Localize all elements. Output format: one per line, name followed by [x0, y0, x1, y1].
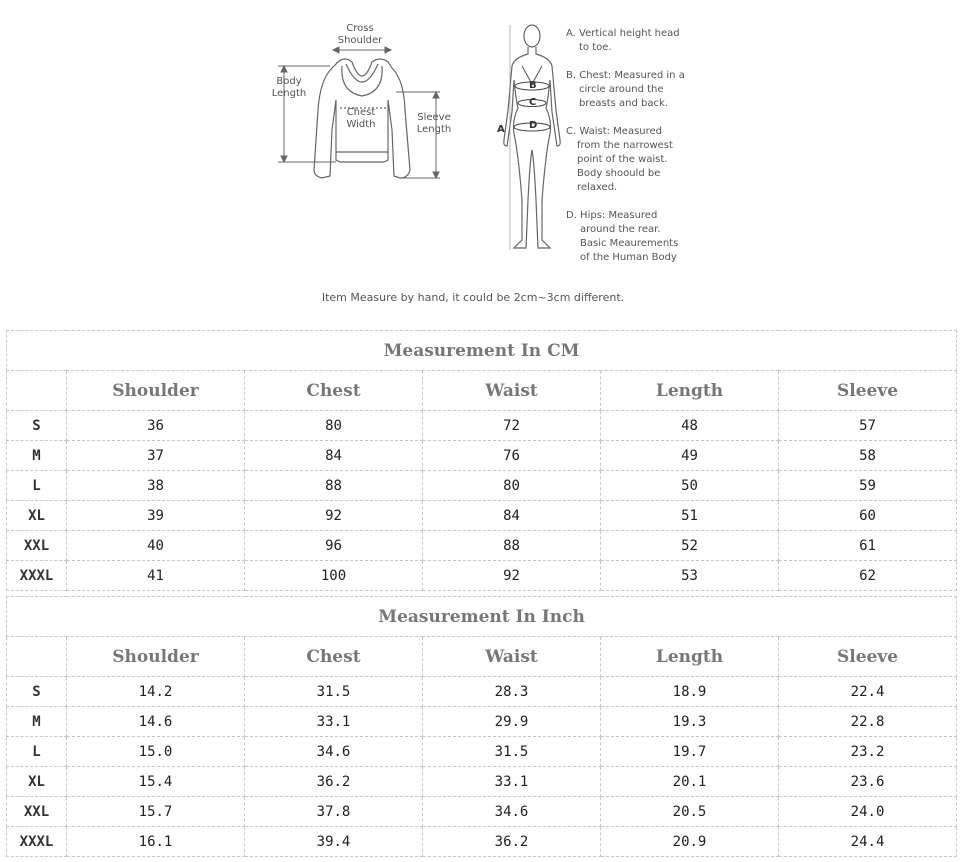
value-cell: 100: [245, 561, 423, 591]
value-cell: 14.6: [67, 707, 245, 737]
size-cell: M: [7, 707, 67, 737]
table-row: [7, 531, 957, 561]
table-body: [7, 677, 957, 857]
value-cell: 80: [245, 411, 423, 441]
table-row: [7, 767, 957, 797]
value-cell: 38: [67, 471, 245, 501]
chest-width-label: [338, 107, 384, 131]
column-header: Shoulder: [67, 371, 245, 411]
value-cell: 72: [423, 411, 601, 441]
value-cell: 24.4: [779, 827, 957, 857]
size-cell: XXXL: [7, 561, 67, 591]
note-a: [566, 27, 696, 55]
body-measure-lines: [510, 25, 550, 250]
value-cell: 20.1: [601, 767, 779, 797]
diagram-drawing: [0, 0, 962, 290]
value-cell: 15.0: [67, 737, 245, 767]
note-line: relaxed.: [577, 182, 618, 193]
note-line: around the rear.: [580, 224, 661, 235]
size-cell: S: [7, 677, 67, 707]
sleeve-length-label: [410, 112, 458, 136]
value-cell: 19.7: [601, 737, 779, 767]
value-cell: 39: [67, 501, 245, 531]
value-cell: 40: [67, 531, 245, 561]
label-line: Cross: [346, 23, 374, 34]
size-cell: L: [7, 737, 67, 767]
letter-a: A: [497, 124, 505, 135]
size-cell: S: [7, 411, 67, 441]
note-line: Body shoould be: [577, 168, 661, 179]
value-cell: 15.7: [67, 797, 245, 827]
note-line: Basic Meaurements: [580, 238, 679, 249]
value-cell: 15.4: [67, 767, 245, 797]
value-cell: 22.8: [779, 707, 957, 737]
value-cell: 33.1: [245, 707, 423, 737]
size-cell: XL: [7, 767, 67, 797]
value-cell: 33.1: [423, 767, 601, 797]
value-cell: 37: [67, 441, 245, 471]
table-row: [7, 561, 957, 591]
value-cell: 92: [245, 501, 423, 531]
value-cell: 53: [601, 561, 779, 591]
value-cell: 88: [245, 471, 423, 501]
value-cell: 88: [423, 531, 601, 561]
value-cell: 23.6: [779, 767, 957, 797]
column-header: Sleeve: [779, 637, 957, 677]
note-line: B. Chest: Measured in a: [566, 70, 685, 81]
value-cell: 18.9: [601, 677, 779, 707]
size-cell: L: [7, 471, 67, 501]
column-header: Chest: [245, 371, 423, 411]
value-cell: 37.8: [245, 797, 423, 827]
value-cell: 28.3: [423, 677, 601, 707]
letter-c: C: [529, 97, 537, 108]
label-line: Shoulder: [337, 35, 383, 46]
note-c: [566, 125, 696, 195]
column-header: Length: [601, 371, 779, 411]
value-cell: 80: [423, 471, 601, 501]
value-cell: 58: [779, 441, 957, 471]
note-line: to toe.: [579, 42, 612, 53]
column-header: Length: [601, 637, 779, 677]
value-cell: 29.9: [423, 707, 601, 737]
note-line: circle around the: [579, 84, 664, 95]
size-table-cm: [6, 330, 957, 591]
column-header: Sleeve: [779, 371, 957, 411]
table-row: [7, 501, 957, 531]
value-cell: 92: [423, 561, 601, 591]
value-cell: 84: [245, 441, 423, 471]
value-cell: 24.0: [779, 797, 957, 827]
value-cell: 34.6: [423, 797, 601, 827]
label-line: Length: [416, 124, 452, 135]
value-cell: 76: [423, 441, 601, 471]
value-cell: 14.2: [67, 677, 245, 707]
table-row: [7, 827, 957, 857]
table-title: Measurement In CM: [7, 331, 957, 371]
column-header: Chest: [245, 637, 423, 677]
note-line: C. Waist: Measured: [566, 126, 663, 137]
column-header: Waist: [423, 371, 601, 411]
value-cell: 57: [779, 411, 957, 441]
letter-d: D: [529, 120, 538, 131]
value-cell: 84: [423, 501, 601, 531]
table-header-row: [7, 371, 957, 411]
table-row: [7, 441, 957, 471]
note-line: from the narrowest: [577, 140, 673, 151]
size-cell: XL: [7, 501, 67, 531]
value-cell: 60: [779, 501, 957, 531]
size-table-inch: [6, 596, 957, 857]
table-row: [7, 707, 957, 737]
measure-disclaimer: Item Measure by hand, it could be 2cm~3cm different.: [321, 291, 625, 304]
table-body: [7, 411, 957, 591]
value-cell: 50: [601, 471, 779, 501]
note-line: A. Vertical height head: [566, 28, 680, 39]
label-line: Length: [271, 88, 307, 99]
value-cell: 48: [601, 411, 779, 441]
value-cell: 59: [779, 471, 957, 501]
column-header: Shoulder: [67, 637, 245, 677]
value-cell: 23.2: [779, 737, 957, 767]
value-cell: 52: [601, 531, 779, 561]
column-header: [7, 637, 67, 677]
note-b: [566, 69, 696, 111]
value-cell: 41: [67, 561, 245, 591]
value-cell: 49: [601, 441, 779, 471]
table-row: [7, 677, 957, 707]
value-cell: 51: [601, 501, 779, 531]
table-row: [7, 797, 957, 827]
size-cell: XXXL: [7, 827, 67, 857]
value-cell: 62: [779, 561, 957, 591]
column-header: Waist: [423, 637, 601, 677]
value-cell: 20.5: [601, 797, 779, 827]
table-row: [7, 737, 957, 767]
value-cell: 22.4: [779, 677, 957, 707]
value-cell: 36.2: [245, 767, 423, 797]
body-figure-icon: [504, 25, 560, 248]
cross-shoulder-label: [330, 23, 390, 47]
table-title: Measurement In Inch: [7, 597, 957, 637]
note-d: [566, 209, 696, 265]
note-line: point of the waist.: [577, 154, 668, 165]
value-cell: 20.9: [601, 827, 779, 857]
label-line: Body: [276, 76, 302, 87]
note-line: of the Human Body: [580, 252, 677, 263]
value-cell: 36: [67, 411, 245, 441]
table-row: [7, 471, 957, 501]
label-line: Width: [346, 119, 376, 130]
size-cell: XXL: [7, 531, 67, 561]
value-cell: 96: [245, 531, 423, 561]
value-cell: 61: [779, 531, 957, 561]
table-row: [7, 411, 957, 441]
value-cell: 16.1: [67, 827, 245, 857]
letter-b: B: [529, 80, 537, 91]
note-line: D. Hips: Measured: [566, 210, 658, 221]
label-line: Chest: [346, 107, 376, 118]
value-cell: 31.5: [423, 737, 601, 767]
body-length-label: [266, 76, 312, 100]
value-cell: 39.4: [245, 827, 423, 857]
label-line: Sleeve: [417, 112, 451, 123]
value-cell: 19.3: [601, 707, 779, 737]
table-header-row: [7, 637, 957, 677]
measurement-diagram: [0, 0, 962, 320]
size-cell: XXL: [7, 797, 67, 827]
column-header: [7, 371, 67, 411]
value-cell: 31.5: [245, 677, 423, 707]
note-line: breasts and back.: [579, 98, 668, 109]
value-cell: 34.6: [245, 737, 423, 767]
value-cell: 36.2: [423, 827, 601, 857]
size-cell: M: [7, 441, 67, 471]
